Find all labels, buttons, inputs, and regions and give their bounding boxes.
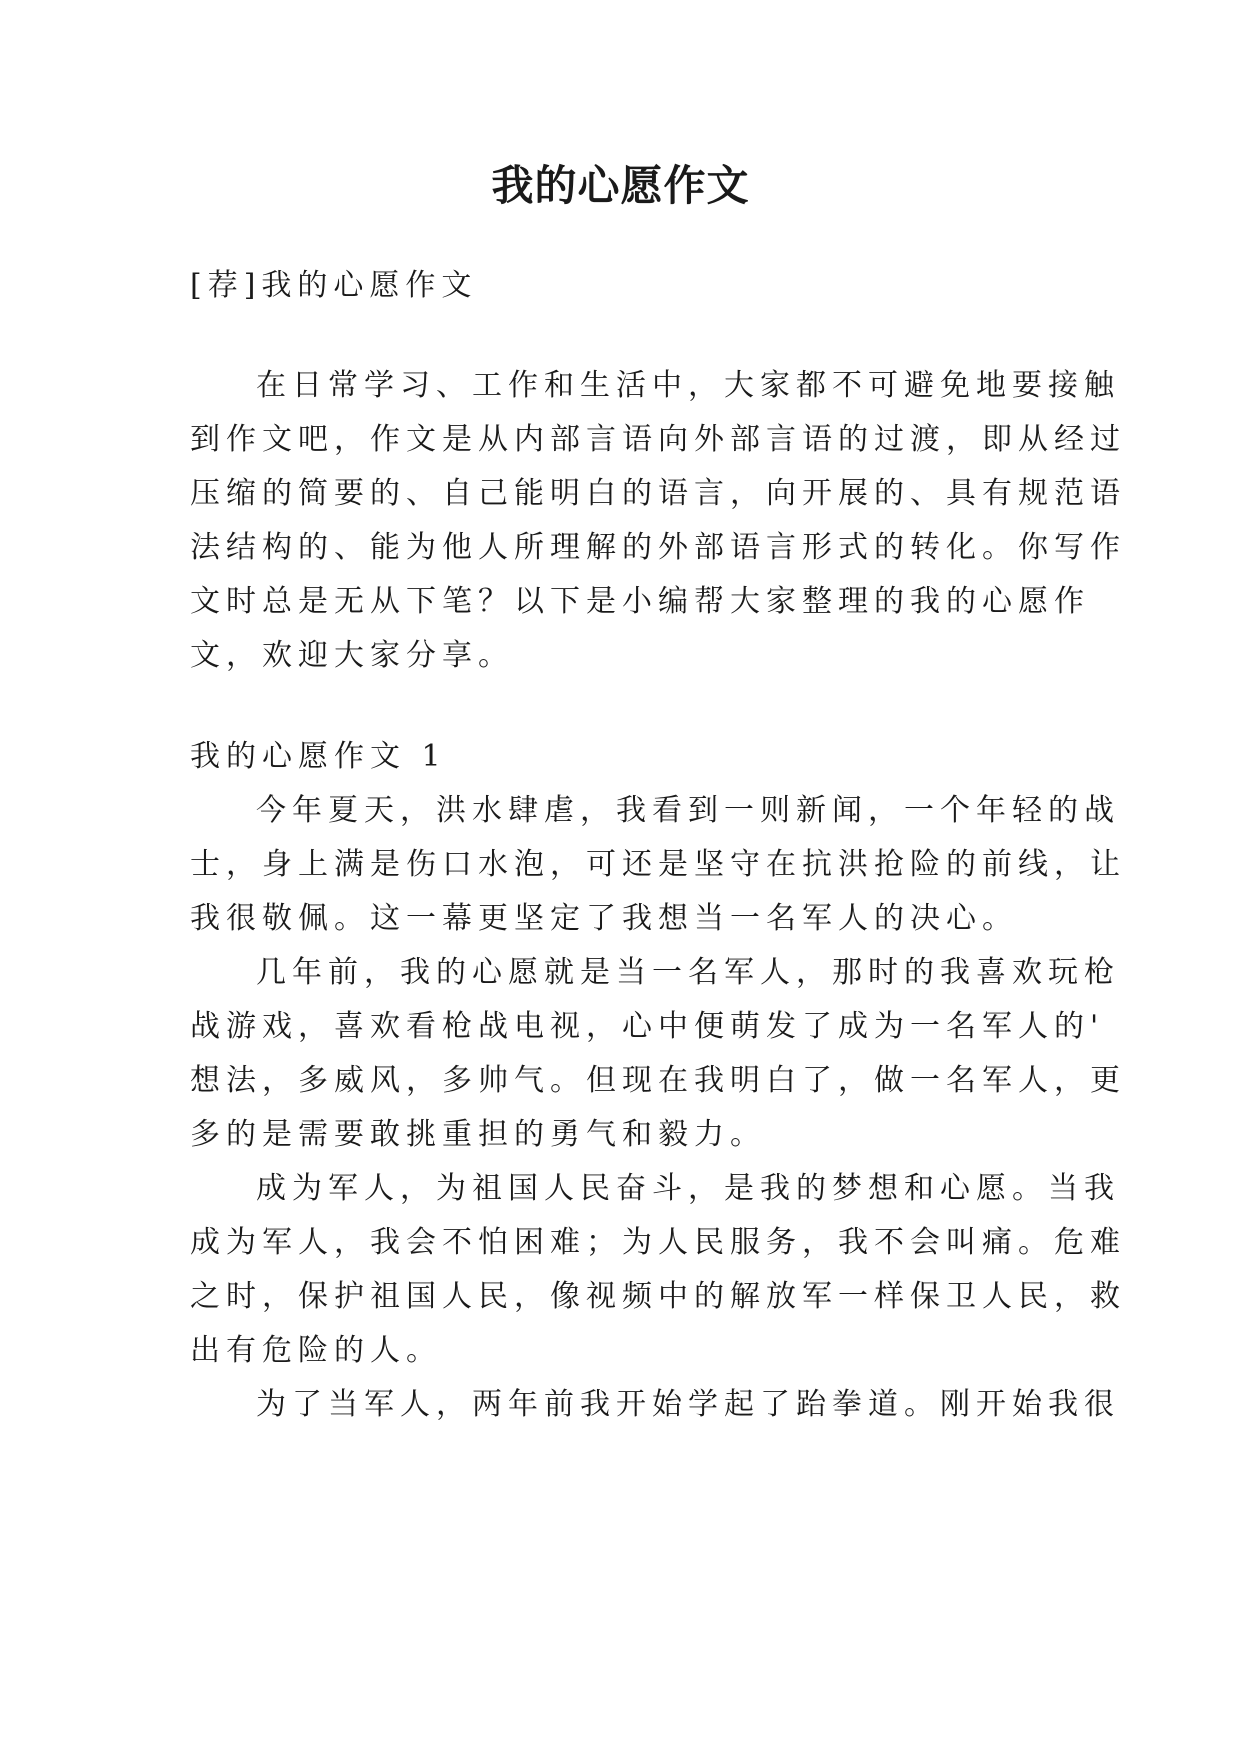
intro-line: 文，欢迎大家分享。 <box>190 638 514 673</box>
paragraph-line: 为了当军人，两年前我开始学起了跆拳道。刚开始我很 <box>256 1387 1120 1422</box>
intro-line: 到作文吧，作文是从内部言语向外部言语的过渡，即从经过 <box>190 422 1126 457</box>
paragraph-line: 想法，多威风，多帅气。但现在我明白了，做一名军人，更 <box>190 1063 1126 1098</box>
paragraph-line: 战游戏，喜欢看枪战电视，心中便萌发了成为一名军人的' <box>190 1009 1105 1044</box>
intro-line: 压缩的简要的、自己能明白的语言，向开展的、具有规范语 <box>190 476 1126 511</box>
paragraph-line: 成为军人，为祖国人民奋斗，是我的梦想和心愿。当我 <box>256 1171 1120 1206</box>
paragraph-line: 我很敬佩。这一幕更坚定了我想当一名军人的决心。 <box>190 901 1018 936</box>
paragraph-line: 士，身上满是伤口水泡，可还是坚守在抗洪抢险的前线，让 <box>190 847 1126 882</box>
paragraph-line: 之时，保护祖国人民，像视频中的解放军一样保卫人民，救 <box>190 1279 1126 1314</box>
intro-line: 在日常学习、工作和生活中，大家都不可避免地要接触 <box>256 368 1120 403</box>
paragraph-line: 多的是需要敢挑重担的勇气和毅力。 <box>190 1117 766 1152</box>
paragraph-line: 出有危险的人。 <box>190 1333 442 1368</box>
intro-line: 文时总是无从下笔？以下是小编帮大家整理的我的心愿作 <box>190 584 1090 619</box>
paragraph-line: 几年前，我的心愿就是当一名军人，那时的我喜欢玩枪 <box>256 955 1120 990</box>
document-title: 我的心愿作文 <box>491 161 750 210</box>
intro-line: 法结构的、能为他人所理解的外部语言形式的转化。你写作 <box>190 530 1126 565</box>
paragraph-line: 成为军人，我会不怕困难；为人民服务，我不会叫痛。危难 <box>190 1225 1126 1260</box>
section-heading: 我的心愿作文 1 <box>190 739 447 774</box>
paragraph-line: 今年夏天，洪水肆虐，我看到一则新闻，一个年轻的战 <box>256 793 1120 828</box>
document-subtitle: [荐]我的心愿作文 <box>190 268 478 303</box>
